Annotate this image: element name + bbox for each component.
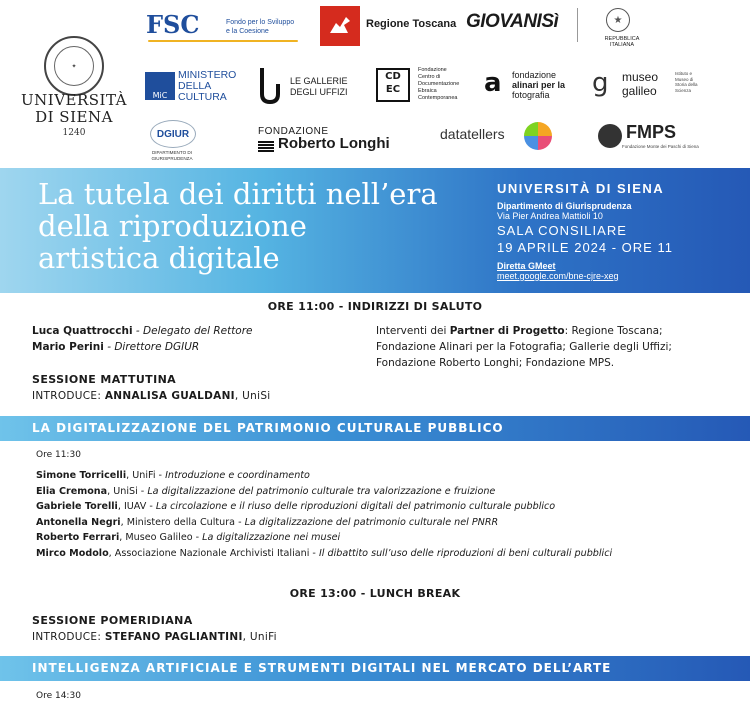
speaker-row: Mario Perini - Direttore DGIUR	[32, 341, 200, 353]
talk-row: Mirco Modolo, Associazione Nazionale Archivisti Italiani - Il dibattito sull’uso delle riproduzioni di beni culturali pubblici	[36, 547, 613, 559]
session-1-title: LA DIGITALIZZAZIONE DEL PATRIMONIO CULTURALE PUBBLICO	[32, 421, 504, 435]
gallerie-uffizi-logo: LE GALLERIE DEGLI UFFIZI	[290, 76, 348, 97]
fsc-swoosh	[148, 40, 298, 42]
venue-department: Dipartimento di Giurisprudenza	[497, 201, 632, 211]
university-logo-name: UNIVERSITÀ DI SIENA	[21, 91, 127, 126]
fsc-logo: FSC Fondo per lo Sviluppo e la Coesione	[146, 10, 316, 44]
speaker-row: Luca Quattrocchi - Delegato del Rettore	[32, 325, 253, 337]
talk-row: Antonella Negri, Ministero della Cultura - La digitalizzazione del patrimonio culturale nel PNRR	[36, 516, 499, 528]
alinari-mark-icon: a	[484, 68, 502, 98]
venue-address: Via Pier Andrea Mattioli 10	[497, 211, 603, 221]
fondazione-longhi-label: FONDAZIONE	[258, 126, 329, 137]
talk-row: Elia Cremona, UniSi - La digitalizzazione del patrimonio culturale tra valorizzazione e fruizione	[36, 485, 496, 497]
talk-row: Roberto Ferrari, Museo Galileo - La digitalizzazione nei musei	[36, 532, 341, 544]
longhi-mark-icon	[258, 140, 274, 152]
stream-link[interactable]: meet.google.com/bne-cjre-xeg	[497, 271, 619, 281]
alinari-logo: fondazione alinari per la fotografia	[512, 70, 566, 100]
session-2-time: Ore 14:30	[36, 691, 81, 701]
fondazione-longhi-logo: Roberto Longhi	[278, 135, 390, 152]
uffizi-mark-icon	[258, 66, 282, 104]
session-1-time: Ore 11:30	[36, 450, 81, 460]
talk-row: Gabriele Torelli, IUAV - La circolazione e il riuso delle riproduzioni digitali del patrimonio culturale pubblico	[36, 501, 556, 513]
seal-icon: ✦	[54, 46, 94, 86]
talk-row: Simone Torricelli, UniFi - Introduzione e coordinamento	[36, 470, 310, 481]
session-2-title: INTELLIGENZA ARTIFICIALE E STRUMENTI DIGITALI NEL MERCATO DELL’ARTE	[32, 661, 612, 675]
cdec-mark-icon: CD EC	[376, 68, 410, 102]
fmps-seal-icon	[598, 124, 622, 148]
giovanisi-logo: GIOVANISì	[466, 11, 559, 32]
afternoon-session-title: SESSIONE POMERIDIANA	[32, 614, 193, 627]
venue-room: SALA CONSILIARE	[497, 223, 627, 238]
datatellers-logo: datatellers	[440, 126, 505, 142]
ministero-mark-icon: MiC	[145, 72, 175, 100]
museo-galileo-logo: museo galileo	[622, 70, 659, 98]
repubblica-italiana-logo: REPUBBLICA ITALIANA	[604, 36, 640, 48]
fmps-logo: FMPS	[626, 122, 677, 142]
divider	[577, 8, 578, 42]
emblem-icon: ★	[606, 8, 630, 32]
dgiur-logo: DIPARTIMENTO DI GIURISPRUDENZA	[151, 150, 193, 161]
university-seal-logo	[44, 36, 104, 96]
event-details	[497, 181, 747, 281]
stream-label: Diretta GMeet	[497, 261, 556, 271]
session-1-talks	[36, 468, 746, 562]
greetings-heading: ORE 11:00 - INDIRIZZI DI SALUTO	[267, 300, 483, 313]
morning-session-title: SESSIONE MATTUTINA	[32, 373, 177, 386]
fmps-sub: Fondazione Monte dei Paschi di Siena	[622, 144, 699, 149]
greetings-speakers	[32, 323, 352, 355]
morning-introducer: INTRODUCE: ANNALISA GUALDANI, UniSi	[32, 390, 271, 402]
pegasus-icon	[320, 6, 360, 46]
university-logo-year: 1240	[62, 128, 86, 138]
partners-text: Interventi dei Partner di Progetto: Regione Toscana; Fondazione Alinari per la Fotografia; Gallerie degli Uffizi; Fondazione Roberto Longhi; Fondazione MPS.	[376, 325, 672, 369]
datatellers-mark-icon	[524, 122, 552, 150]
event-date: 19 APRILE 2024 - ORE 11	[497, 240, 673, 255]
galileo-sub: Istituto e Museo di Storia della Scienza	[675, 71, 698, 93]
lunch-heading: ORE 13:00 - LUNCH BREAK	[289, 587, 461, 600]
event-title: La tutela dei diritti nell’era della riproduzione artistica digitale	[38, 177, 438, 275]
afternoon-introducer: INTRODUCE: STEFANO PAGLIANTINI, UniFi	[32, 631, 277, 643]
ministero-cultura-logo: MINISTERO DELLA CULTURA	[178, 69, 237, 103]
cdec-logo: Fondazione Centro di Documentazione Ebraica Contemporanea	[418, 67, 460, 101]
dgiur-seal-icon: DGIUR	[150, 120, 196, 148]
regione-toscana-logo: Regione Toscana	[366, 18, 457, 30]
galileo-mark-icon: g	[592, 68, 609, 98]
venue-university: UNIVERSITÀ DI SIENA	[497, 181, 665, 196]
